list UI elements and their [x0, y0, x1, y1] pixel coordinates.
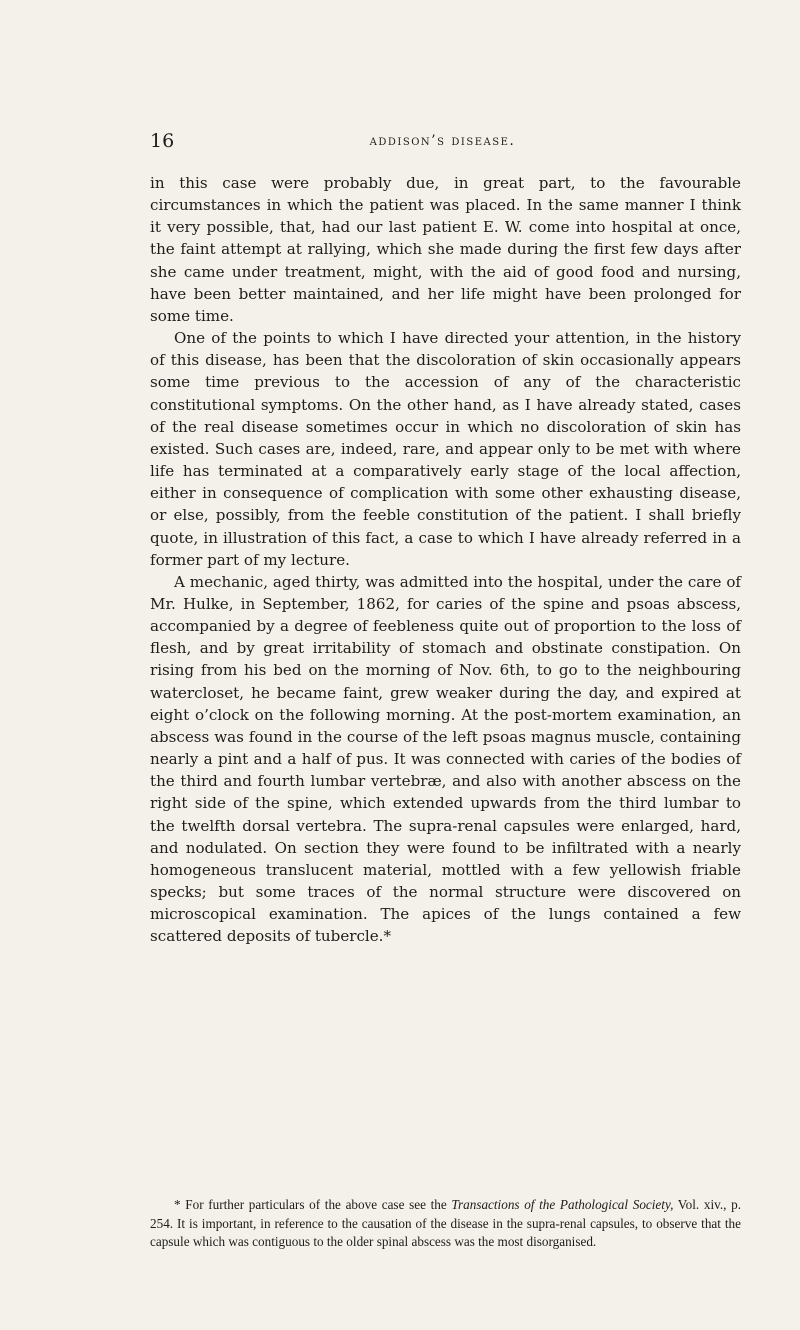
page-header: [150, 130, 735, 160]
footnote-text-end: Vol. xiv., p. 254. It is important, in reference to the causation of the disease in the supra-renal capsules, to observe that the capsule which was contiguous to the older spinal abscess was the most disorganised.: [150, 1197, 742, 1250]
paragraph-continuation: in this case were probably due, in great part, to the favourable circumstances in which the patient was placed. In the same manner I think it very possible, that, had our last patient E. W. come into hospital at once, the faint attempt at rallying, which she made during the first few days after she came under treatment, might, with the aid of good food and nursing, have been better maintained, and her life might have been prolonged for some time.: [150, 174, 741, 325]
paragraph-case-mechanic: A mechanic, aged thirty, was admitted into the hospital, under the care of Mr. Hulke, in September, 1862, for caries of the spine and psoas abscess, accompanied by a degree of feebleness quite out of proportion to the loss of flesh, and by great irritability of stomach and obstinate constipation. On rising from his bed on the morning of Nov. 6th, to go to the neighbouring watercloset, he became faint, grew weaker during the day, and expired at eight o’clock on the following morning. At the post-mortem examination, an abscess was found in the course of the left psoas magnus muscle, containing nearly a pint and a half of pus. It was connected with caries of the bodies of the third and fourth lumbar vertebræ, and also with another abscess on the right side of the spine, which extended upwards from the third lumbar to the twelfth dorsal vertebra. The supra-renal capsules were enlarged, hard, and nodulated. On section they were found to be infiltrated with a nearly homogeneous translucent material, mottled with a few yellowish friable specks; but some traces of the normal structure were discovered on microscopical examination. The apices of the lungs contained a few scattered deposits of tubercle.*: [150, 572, 741, 946]
running-head: addison’s disease.: [369, 133, 516, 149]
footnote: [150, 1196, 741, 1252]
paragraph-discoloration: One of the points to which I have directed your attention, in the history of this disease, has been that the discoloration of skin occasionally appears some time previous to the accession of any of the characteristic constitutional symptoms. On the other hand, as I have already stated, cases of the real disease sometimes occur in which no discoloration of skin has existed. Such cases are, indeed, rare, and appear only to be met with where life has terminated at a comparatively early stage of the local affection, either in consequence of complication with some other exhausting disease, or else, possibly, from the feeble constitution of the patient. I shall briefly quote, in illustration of this fact, a case to which I have already referred in a former part of my lecture.: [150, 329, 741, 569]
footnote-journal-title: Transactions of the Pathological Society,: [451, 1197, 674, 1212]
footnote-text-start: * For further particulars of the above case see the: [174, 1197, 452, 1212]
body-text: [150, 172, 741, 947]
page-number: 16: [150, 130, 175, 152]
